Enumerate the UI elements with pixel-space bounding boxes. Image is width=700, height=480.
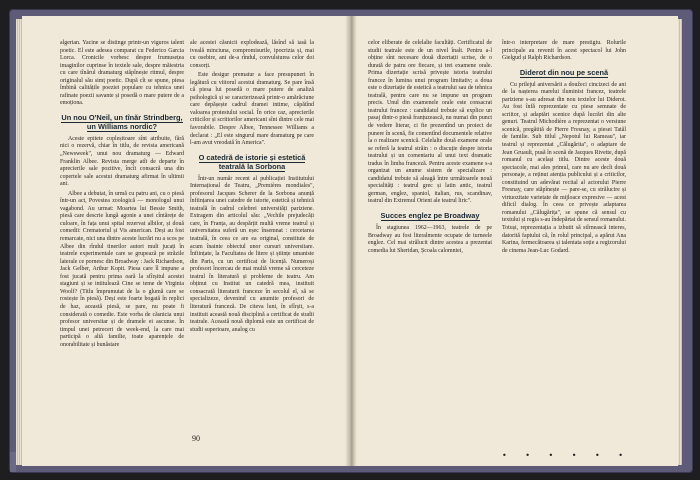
article-paragraph: În stagiunea 1962—1963, teatrele de pe Broadway au fost literalmente ocupate de turneele englez. Cel mai strălucit dintre acestea a prezentat comedia lui Sheridan, Școala calomniei, <box>368 225 492 254</box>
section-heading-broadway <box>368 211 492 220</box>
section-heading-text: Diderot din nou pe scenă <box>519 67 609 77</box>
section-heading-text: Succes englez pe Broadway <box>380 211 480 221</box>
article-paragraph: celor eliberate de celelalte facultăți. Certificatul de studii teatrale este de un nivel înalt. Pentru a-l obține sînt necesare două dizertații scrise, de o durată de patru ore fiecare, și trei examene orale. Prima dizertație scrisă privește istoria teatrului francez în lumina unui program limitativ; a doua este o dizertație de estetică a teatrului sau de tehnica teatrală, pentru care nu se impune un program precis. Unul din examenele orale este consacrat teatrului francez : candidatul trebuie să explice un pasaj dintr-o piesă franțuzească, nu numai din punct de vedere literar, ci fie prezentînd un proiect de punere în scenă, fie comentînd documentele relative la o realizare scenică. Celelalte două examene orale se referă la teatrul străin : o discuție despre istoria teatrului și un comentariu al unui text dramatic tradus în limba franceză. Pentru aceste examene s-a organizat un anume sistem de specializare : candidatul trebuie să aleagă între următoarele nouă specialități : teatrul grec și latin antic, teatrul german, englez, spaniol, italian, rus, scandinav, teatrul din Extremul Orient ale teatrul liric". <box>368 40 492 205</box>
section-heading-sorbona <box>190 153 314 171</box>
right-page-column-1 <box>368 40 492 257</box>
left-page-column-2 <box>190 40 314 336</box>
article-paragraph: într-o interpretare de mare prestigiu. Rolurile principale au revenit în acest spectacol lui John Gielgud și Ralph Richardson. <box>502 40 626 62</box>
article-paragraph: ale acestei căsnicii explodează, lăsînd să iasă la iveală minciuna, compromisurile, ipocrizia și, mai cu osebire, ani de-a rîndul, convulsiurea celor doi consorți. <box>190 40 314 69</box>
article-paragraph: Este desigur prematur a face presupuneri în legătură cu viitorul acestui dramaturg. Se pare însă că piesa lui posedă o mare putere de analiză psihologică și se caracterizează printr-o amărăciune care depășește cadrul dramei intime, căpătînd valoarea protestului social. În orice caz, aprecierile criticilor și scriitorilor americani sînt dintre cele mai favorabile. Despre Albee, Tennessee Williams a declarat : „El este singurul mare dramaturg pe care l-am avut vreodată în America". <box>190 72 314 147</box>
article-paragraph: Aceste epitete copleșitoare sînt atribuite, fără nici o rezervă, chiar în titlu, de revista americană „Newsweek", unui nou dramaturg — Edward Franklin Albee. Revista merge atît de departe în aprecierile sale pozitive, încît consacră una din copertele sale acestui dramaturg afirmat în ultimii ani. <box>60 135 184 188</box>
section-heading-text: Un nou O'Neil, un tînăr Strindberg, un Williams nordic? <box>61 112 183 131</box>
book-gutter <box>345 16 357 466</box>
article-paragraph: Cu prilejul aniversării a doužeci cincizeci de ani de la nașterea marelui iluminist francez, teatrele pariziene s-au adresat din nou textelor lui Diderot. Au fost înfă reprezentate cu piese semnate de scriitor, și adaptări scenice după lucrări din alte genuri. Teatrul Michodière a reprezentat o versiune scenică, pregătită de Pierre Fresnay, a piesei Tatăl de familie. Sub titlul „Nepotul lui Rameau", iar teatrul și reprezentat „Călugărita", o adaptare de Jean Gruault, pusă în scenă de Jacques Rivette, după romanul cu același titlu. Dintre aceste două spectacole, mai ales primul, care nu are decît două personaje, a reținut atenția publicului și a criticilor, constituind un adevărat recital al actorului Pierre Fresnay, care stăpînește — pare-se, cu strălucire și virtuozitate varietate de mijloace expresive — acest dificil dialog. În ceea ce privește adaptarea romanului „Călugărița", se spune că sensul cu textului și regia s-au îndepărtat de sensul romanului. Totuși, reprezentația a izbutit să stîrnească interes, datorită faptului că, în rolul principal, a apărut Ana Karina, fermecătoarea și talentata soție a regizorului de cinema Jean-Luc Godard. <box>502 81 626 254</box>
end-of-section-dots: • • • • • • <box>502 451 632 460</box>
section-heading-diderot <box>502 68 626 77</box>
page-number: 90 <box>192 434 200 443</box>
section-heading-albee <box>60 113 184 131</box>
right-page-column-2 <box>502 40 626 257</box>
section-heading-text: O catedră de istorie și estetică teatrală la Sorbona <box>198 152 306 171</box>
article-paragraph: Într-un număr recent al publicației Institutului Internațional de Teatru, „Premières mondiales", profesorul Jacques Scherer de la Sorbona anunță înființarea unei catedre de istorie, estetică și tehnică teatrală în cadrul celebrei universități pariziene. Extragem din articolul său: „Vechile prejudecăți care, în Franța, au despărțit multă vreme teatrul și universitatea suferă un eșec însemnat : cercetarea teatrală, în ceea ce are ea original, constituie de acum înainte obiectul unor cursuri universitare. Înființate, la Facultatea de litere și științe umaniste din Paris, cu un certificat de licență. Numeroși profesori încercau de mai multă vreme să cerceteze teatrul în literatură și probleme de teatru. Am obținut cu Institut un catedră mea, instituit consacrată literaturii franceze în secolul el, să se specializeze, devenind cu anumite profesori de literatură franceză. De citeva luni, în sfîrșit, s-a instituit această nouă disciplină a certificat de studii teatrale. Această nouă diplomă este un certificat de studii superioare, analog cu <box>190 175 314 333</box>
article-paragraph: Albee a debutat, în urmă cu patru ani, cu o piesă într-un act, Povestea zoologică — monologul unui vagabond. Au urmat: Moartea lui Bessie Smith, piesă care descrie lungă agonie a unei cîntărețe de culoare, în fața unui spital rezervat albilor, și două comedii: Crematoriul și Vis american. Deși au fost remarcate, nici una dintre aceste lucrări nu a scos pe Albee din rîndul tinerilor autori mult jucați în teatrele experimentale care se grupează pe străzile laterale ce pornesc din Broadway : Jack Richardson, Jack Gelber, Arthur Kopit. Piesa care îl impune a fost jucată pentru prima oară la sfîrșitul acestei stagiuni și se intitulează Cine se teme de Virginia Woolf? (Titlu împrumutat de la o glumă care se rostește în piesă). Deși este foarte bogată în replici de haz, această piesă, se pare, nu poate fi considerată o comedie. Este vorba de căsnicia unui profesor universitar și de dramele ei ascunse. În timpul unei petreceri de week-end, la care mai participă o altă familie, toate aparențele de onorabilitate și bunăstare <box>60 190 184 348</box>
left-page-column-1 <box>60 40 184 351</box>
article-paragraph: algerian. Yacine se distinge printr-un viguros talent poetic. El este adesea comparat cu Federico Garcia Lorca. Cronicile vorbesc despre frumusețea imaginilor cuprinse în textele sale, despre măiestria cu care tînărul dramaturg stăpînește ritmul, despre originalul său simț poetic. După cît se spune, piesa îmbină calitățile poeziei populare cu tehnica unei rafinate poezii savante și posedă o mare putere de a emoționa. <box>60 40 184 107</box>
